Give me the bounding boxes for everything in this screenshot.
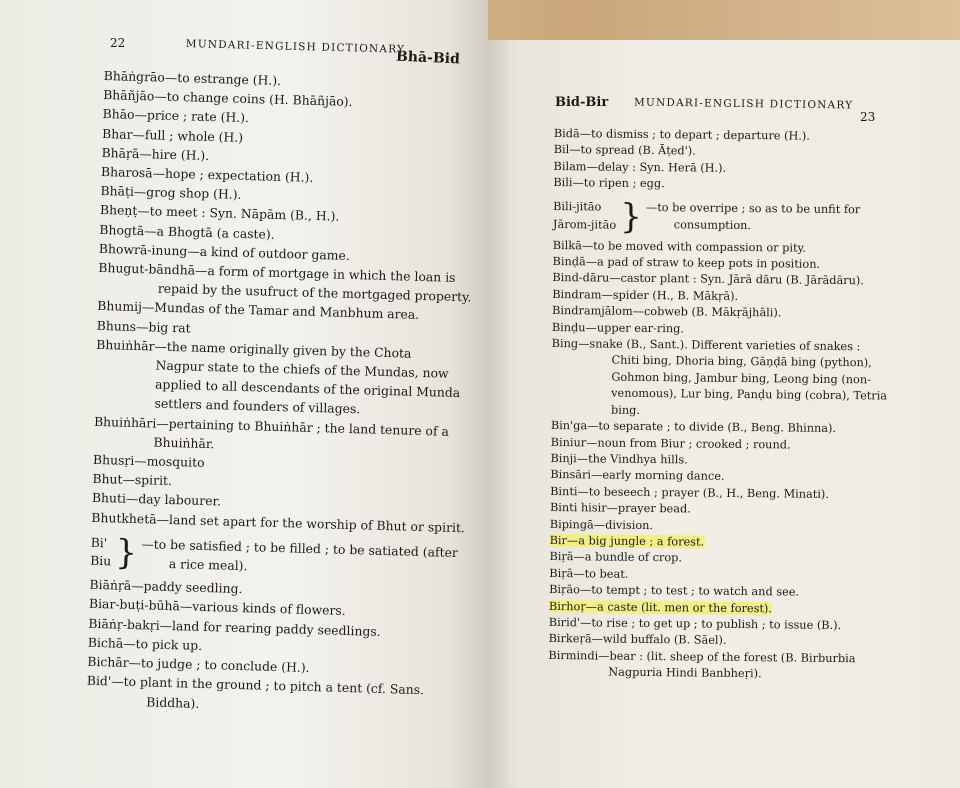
right-page-number: 23 [860, 110, 876, 124]
right-page [488, 40, 960, 788]
entry-continuation: venomous), Lur bing, Panḍu bing (cobra), Tetria [611, 386, 888, 403]
entry-headline: Bhuns—big rat [96, 317, 191, 336]
entry-headline: Bing—snake (B., Sant.). Different varieties of snakes : [551, 337, 861, 354]
right-entries-column [548, 126, 888, 684]
entry-headline: Bidā—to dismiss ; to depart ; departure (H.). [553, 126, 811, 143]
entry-continuation: repaid by the usufruct of the mortgaged property. [157, 280, 472, 305]
curly-brace: } [114, 532, 138, 574]
entry-headline: Bid'—to plant in the ground ; to pitch a tent (cf. Sans. [86, 673, 425, 698]
entry-headline: Bheṇṭ—to meet : Syn. Nāpām (B., H.). [99, 202, 340, 225]
group-definition-line: a rice meal). [168, 556, 248, 574]
bracketed-entry-group [553, 198, 883, 237]
entry-headline: Bhowrā-inung—a kind of outdoor game. [98, 240, 351, 263]
entry-headline: Bind-dāru—castor plant : Syn. Jārā dāru (B. Jārādāru). [552, 271, 864, 288]
entry-headline: Bhogtā—a Bhogtā (a caste). [99, 221, 275, 242]
entry-headline: Bichār—to judge ; to conclude (H.). [87, 653, 310, 676]
curly-brace: } [620, 196, 643, 237]
group-definition-line: —to be overripe ; so as to be unfit for [645, 201, 861, 217]
entry-headline: Bil—to spread (B. Āṭed'). [553, 143, 696, 158]
entry-continuation: settlers and founders of villages. [154, 396, 361, 417]
entry-headline: Bindram—spider (H., B. Mākṛā). [552, 287, 739, 303]
entry-headline: Biniur—noun from Biur ; crooked ; round. [550, 435, 791, 451]
entry-headline: Bhumij—Mundas of the Tamar and Manbhum area. [97, 298, 420, 323]
entry-continuation: Bhuiṅhār. [153, 434, 215, 452]
entry-headline: Biṛā—to beat. [549, 566, 629, 581]
entry-headline: Binḍu—upper ear-ring. [551, 320, 685, 336]
entry-headline: Bichā—to pick up. [87, 634, 203, 653]
group-headword: Biu [89, 552, 112, 569]
entry-headline: Birkeṛā—wild buffalo (B. Sāel). [548, 632, 727, 648]
group-headwords [90, 534, 112, 571]
entry-headline: Birmindi—bear : (lit. sheep of the forest (B. Birburbia [548, 648, 856, 665]
entry-headline: Binti—to beseech ; prayer (B., H., Beng. Minati). [550, 484, 830, 501]
group-headwords [553, 198, 617, 235]
bracketed-entry-group [89, 532, 459, 581]
entry-headline: Biṛāo—to tempt ; to test ; to watch and see. [549, 583, 800, 599]
entry-headline: Bhusṛi—mosquito [92, 451, 205, 471]
dictionary-entry [553, 175, 883, 195]
entry-continuation: Nagpuria Hindi Banbheṛi). [608, 665, 762, 681]
entry-continuation: Chiti bing, Dhoria bing, Gāṇḍā bing (python), [611, 354, 872, 370]
left-page-number: 22 [110, 36, 126, 50]
entry-continuation: applied to all descendants of the original Munda [154, 376, 461, 401]
entry-continuation: Gohmon bing, Jambur bing, Leong bing (non- [611, 370, 872, 387]
entry-headline: Binji—the Vindhya hills. [550, 451, 688, 467]
group-definition-line: —to be satisfied ; to be filled ; to be satiated (after [141, 536, 459, 560]
entry-headline: Bhar—full ; whole (H.) [101, 125, 244, 145]
dictionary-entry [551, 336, 888, 421]
left-entries-column [86, 66, 472, 720]
entry-headline: Bir—a big jungle ; a forest. [549, 533, 705, 549]
entry-headline: Bindramjālom—cobweb (B. Mākṛājhāli). [551, 304, 782, 320]
right-guide-words: Bid-Bir [555, 95, 609, 110]
left-running-head: MUNDARI-ENGLISH DICTIONARY [185, 38, 406, 56]
left-guide-words: Bhā-Bid [395, 48, 461, 68]
entry-headline: Bhāṅgrāo—to estrange (H.). [103, 67, 282, 88]
entry-headline: Birid'—to rise ; to get up ; to publish ; to issue (B.). [548, 615, 842, 633]
dictionary-entry [548, 648, 878, 684]
entry-headline: Birhoṛ—a caste (lit. men or the forest). [548, 599, 773, 615]
entry-headline: Biṛā—a bundle of crop. [549, 550, 683, 565]
entry-headline: Bhugut-bāndhā—a form of mortgage in which the loan is [98, 259, 456, 285]
group-headword: Bili-jitāo [553, 199, 602, 214]
entry-headline: Binti hisir—prayer bead. [549, 501, 691, 516]
entry-continuation: Biddha). [146, 693, 200, 711]
entry-headline: Bhuti—day labourer. [91, 490, 222, 509]
entry-headline: Bhāo—price ; rate (H.). [102, 106, 250, 126]
entry-headline: Bhuiṅhār—the name originally given by the Chota [96, 336, 412, 361]
group-headword: Bi' [90, 534, 108, 551]
entry-headline: Bhāñjāo—to change coins (H. Bhāñjāo). [102, 87, 353, 110]
entry-headline: Bhāṛā—hire (H.). [101, 144, 210, 163]
entry-headline: Bhāṭi—grog shop (H.). [100, 183, 242, 203]
entry-headline: Biāṅṛ-bakṛi—land for rearing paddy seedlings. [88, 615, 381, 639]
entry-continuation: Nagpur state to the chiefs of the Mundas, now [155, 357, 449, 381]
dictionary-entry [94, 335, 461, 422]
entry-headline: Biāṅṛā—paddy seedling. [89, 577, 243, 597]
group-definition-line: consumption. [673, 217, 752, 232]
group-headword: Jārom-jitāo [552, 217, 617, 232]
group-definition [141, 534, 459, 581]
entry-headline: Bhut—spirit. [92, 471, 173, 489]
entry-headline: Bhutkhetā—land set apart for the worship of Bhut or spirit. [91, 509, 466, 535]
right-running-head: MUNDARI-ENGLISH DICTIONARY [633, 96, 854, 112]
entry-headline: Bharosā—hope ; expectation (H.). [100, 163, 314, 185]
entry-headline: Bili—to ripen ; egg. [553, 176, 665, 191]
entry-headline: Bhuiṅhāri—pertaining to Bhuiṅhār ; the land tenure of a [93, 413, 450, 439]
entry-headline: Bipingā—division. [549, 517, 654, 532]
entry-headline: Binḍā—a pad of straw to keep pots in position. [552, 255, 821, 271]
entry-continuation: bing. [610, 403, 641, 417]
entry-headline: Bilkā—to be moved with compassion or pity. [552, 238, 807, 255]
entry-headline: Binsāri—early morning dance. [550, 468, 725, 484]
group-definition [646, 200, 861, 235]
entry-headline: Biar-buṭi-būhā—various kinds of flowers. [88, 596, 346, 619]
entry-headline: Bin'ga—to separate ; to divide (B., Beng. Bhinna). [550, 419, 837, 436]
entry-headline: Bilam—delay : Syn. Herā (H.). [553, 159, 727, 175]
